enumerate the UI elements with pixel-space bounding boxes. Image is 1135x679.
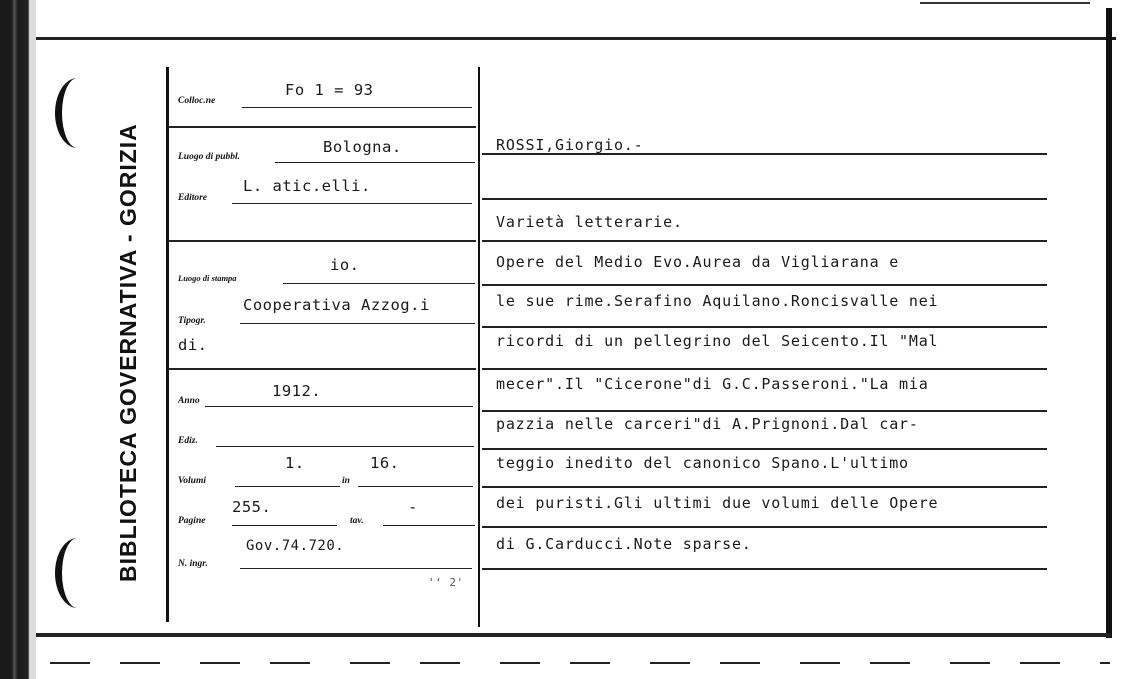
value-collocazione: Fo 1 = 93 xyxy=(285,81,374,99)
field-line xyxy=(205,406,473,407)
left-column-border xyxy=(166,67,169,622)
rule xyxy=(482,526,1047,528)
handwritten-mark: 'ʻ 2' xyxy=(428,576,464,589)
label-in: in xyxy=(342,476,350,486)
value-volumi: 1. xyxy=(285,454,305,472)
field-line xyxy=(358,486,473,487)
value-tipografia-cont: di. xyxy=(178,336,208,354)
field-line xyxy=(216,446,474,447)
value-luogo-pubbl: Bologna. xyxy=(323,138,402,156)
field-line xyxy=(235,486,340,487)
punch-hole-bottom xyxy=(55,538,100,608)
rule xyxy=(168,240,476,242)
description-line: pazzia nelle carceri"di A.Prignoni.Dal car- xyxy=(496,415,919,433)
field-line xyxy=(232,525,337,526)
rule xyxy=(482,240,1047,242)
field-line xyxy=(240,568,472,569)
label-collocazione: Colloc.ne xyxy=(178,96,216,106)
card-top-border xyxy=(36,37,1116,40)
scan-mark-bottom xyxy=(50,662,1110,664)
value-in: 16. xyxy=(370,454,400,472)
rule xyxy=(482,448,1047,450)
label-anno: Anno xyxy=(178,396,200,406)
value-editore: L. atic.elli. xyxy=(243,177,371,195)
center-column-divider xyxy=(478,67,480,627)
description-line: teggio inedito del canonico Spano.L'ultimo xyxy=(496,454,909,472)
description-line: le sue rime.Serafino Aquilano.Roncisvalle nei xyxy=(496,292,939,310)
rule xyxy=(168,368,476,370)
value-tavole: - xyxy=(408,498,418,516)
label-pagine: Pagine xyxy=(178,516,206,526)
library-name: BIBLIOTECA GOVERNATIVA - GORIZIA xyxy=(115,123,141,582)
rule xyxy=(482,486,1047,488)
field-line xyxy=(240,323,475,324)
author: ROSSI,Giorgio.- xyxy=(496,136,644,154)
field-line xyxy=(283,283,475,284)
scan-edge-left xyxy=(0,0,30,679)
label-volumi: Volumi xyxy=(178,476,206,486)
value-n-ingresso: Gov.74.720. xyxy=(246,538,345,554)
field-line xyxy=(275,162,475,163)
description-line: mecer".Il "Cicerone"di G.C.Passeroni."La mia xyxy=(496,375,929,393)
label-n-ingresso: N. ingr. xyxy=(178,559,208,569)
card-right-border xyxy=(1106,8,1112,638)
label-editore: Editore xyxy=(178,193,208,203)
punch-hole-top xyxy=(55,78,100,148)
label-tipografia: Tipogr. xyxy=(178,316,206,326)
label-luogo-pubbl: Luogo di pubbl. xyxy=(178,152,241,162)
value-pagine: 255. xyxy=(232,498,272,516)
description-line: Opere del Medio Evo.Aurea da Vigliarana e xyxy=(496,253,900,271)
scan-edge-strip xyxy=(30,0,36,679)
rule xyxy=(482,284,1047,286)
value-tipografia: Cooperativa Azzog.i xyxy=(243,296,430,314)
rule xyxy=(168,126,476,128)
rule xyxy=(482,568,1047,570)
rule xyxy=(482,410,1047,412)
rule xyxy=(482,368,1047,370)
value-anno: 1912. xyxy=(272,382,322,400)
description-line: ricordi di un pellegrino del Seicento.Il "Mal xyxy=(496,332,939,350)
rule xyxy=(482,198,1047,200)
value-luogo-stampa: io. xyxy=(330,256,360,274)
title: Varietà letterarie. xyxy=(496,213,683,231)
rule xyxy=(482,326,1047,328)
scan-mark-top xyxy=(920,2,1090,4)
description-line: di G.Carducci.Note sparse. xyxy=(496,535,752,553)
label-edizione: Ediz. xyxy=(178,436,198,446)
field-line xyxy=(232,203,472,204)
label-luogo-stampa: Luogo di stampa xyxy=(178,273,237,283)
card-bottom-border xyxy=(36,633,1111,637)
field-line xyxy=(242,107,472,108)
label-tavole: tav. xyxy=(350,516,364,526)
description-line: dei puristi.Gli ultimi due volumi delle Opere xyxy=(496,494,939,512)
field-line xyxy=(383,525,475,526)
